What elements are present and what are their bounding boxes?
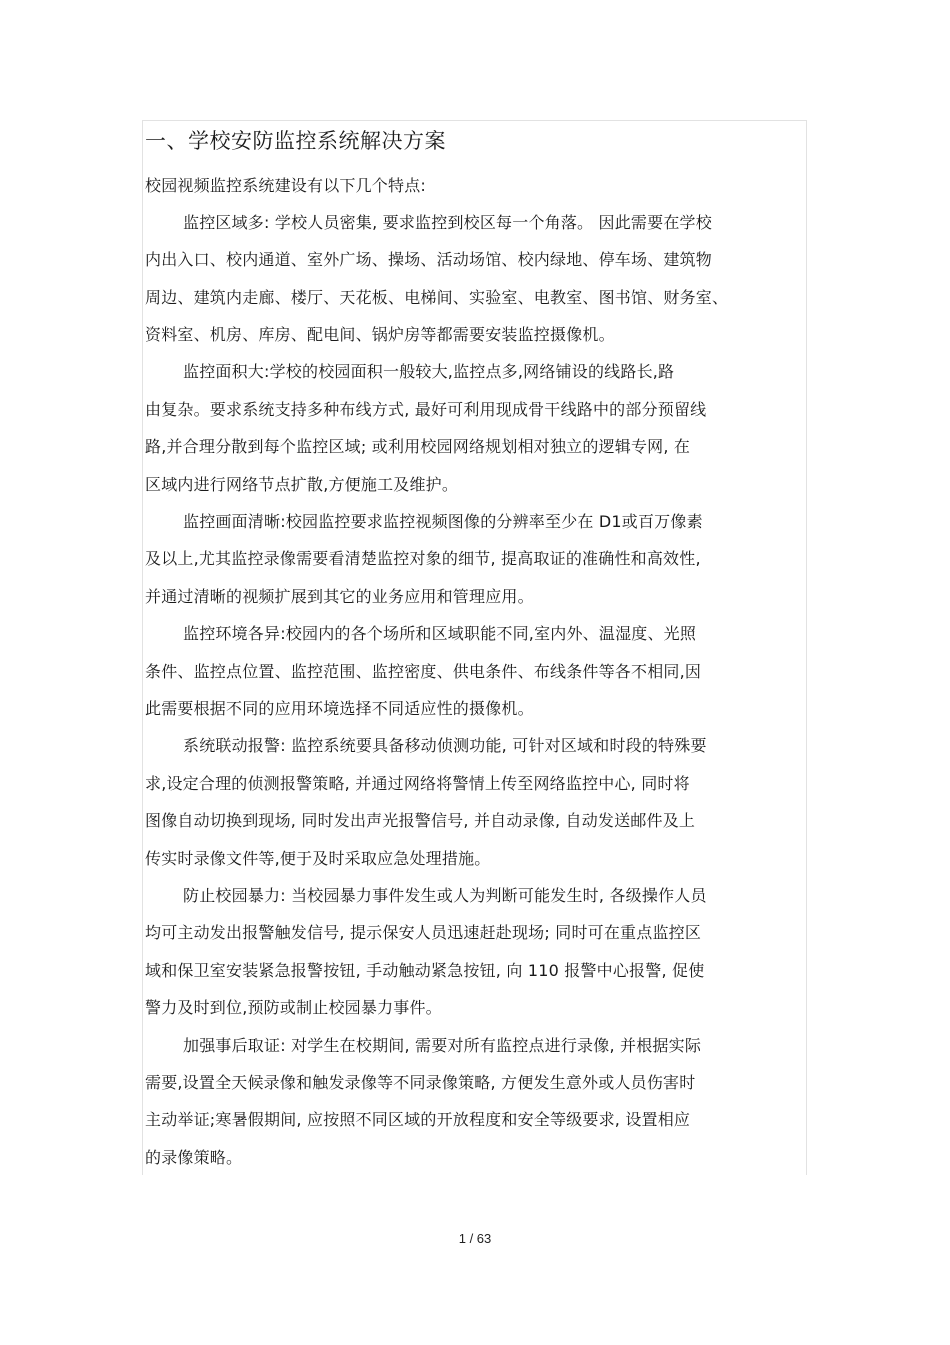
- paragraph-line: 监控区域多: 学校人员密集, 要求监控到校区每一个角落。 因此需要在学校: [183, 213, 712, 232]
- intro-text: 校园视频监控系统建设有以下几个特点:: [145, 176, 426, 195]
- paragraph-line: 均可主动发出报警触发信号, 提示保安人员迅速赶赴现场; 同时可在重点监控区: [145, 923, 702, 942]
- paragraph-line: 求,设定合理的侦测报警策略, 并通过网络将警情上传至网络监控中心, 同时将: [145, 774, 690, 793]
- paragraph-line: 内出入口、校内通道、室外广场、操场、活动场馆、校内绿地、停车场、建筑物: [145, 250, 713, 269]
- paragraph-line: 的录像策略。: [145, 1148, 243, 1167]
- paragraph-line: 监控面积大:学校的校园面积一般较大,监控点多,网络铺设的线路长,路: [183, 362, 675, 381]
- paragraph-line: 系统联动报警: 监控系统要具备移动侦测功能, 可针对区域和时段的特殊要: [183, 736, 707, 755]
- paragraph-line: 区域内进行网络节点扩散,方便施工及维护。: [145, 475, 459, 494]
- paragraph-line: 及以上,尤其监控录像需要看清楚监控对象的细节, 提高取证的准确性和高效性,: [145, 549, 701, 568]
- paragraph-line: 图像自动切换到现场, 同时发出声光报警信号, 并自动录像, 自动发送邮件及上: [145, 811, 696, 830]
- paragraph-line: 此需要根据不同的应用环境选择不同适应性的摄像机。: [145, 699, 534, 718]
- paragraph-line: 并通过清晰的视频扩展到其它的业务应用和管理应用。: [145, 587, 534, 606]
- paragraph-line: 监控画面清晰:校园监控要求监控视频图像的分辨率至少在 D1或百万像素: [183, 512, 703, 531]
- paragraph-line: 主动举证;寒暑假期间, 应按照不同区域的开放程度和安全等级要求, 设置相应: [145, 1110, 691, 1129]
- paragraph-line: 域和保卫室安装紧急报警按钮, 手动触动紧急按钮, 向 110 报警中心报警, 促使: [145, 961, 705, 980]
- page-number: 1 / 63: [458, 1231, 492, 1246]
- paragraph-line: 需要,设置全天候录像和触发录像等不同录像策略, 方便发生意外或人员伤害时: [145, 1073, 696, 1092]
- paragraph-line: 条件、监控点位置、监控范围、监控密度、供电条件、布线条件等各不相同,因: [145, 662, 702, 681]
- section-title: 一、学校安防监控系统解决方案: [145, 129, 446, 153]
- paragraph-line: 防止校园暴力: 当校园暴力事件发生或人为判断可能发生时, 各级操作人员: [183, 886, 707, 905]
- paragraph-line: 周边、建筑内走廊、楼厅、天花板、电梯间、实验室、电教室、图书馆、财务室、: [145, 288, 729, 307]
- paragraph-line: 传实时录像文件等,便于及时采取应急处理措施。: [145, 849, 491, 868]
- paragraph-line: 由复杂。要求系统支持多种布线方式, 最好可利用现成骨干线路中的部分预留线: [145, 400, 707, 419]
- paragraph-line: 路,并合理分散到每个监控区域; 或利用校园网络规划相对独立的逻辑专网, 在: [145, 437, 691, 456]
- paragraph-line: 资料室、机房、库房、配电间、锅炉房等都需要安装监控摄像机。: [145, 325, 615, 344]
- paragraph-line: 加强事后取证: 对学生在校期间, 需要对所有监控点进行录像, 并根据实际: [183, 1036, 702, 1055]
- paragraph-line: 监控环境各异:校园内的各个场所和区域职能不同,室内外、温湿度、光照: [183, 624, 697, 643]
- paragraph-line: 警力及时到位,预防或制止校园暴力事件。: [145, 998, 442, 1017]
